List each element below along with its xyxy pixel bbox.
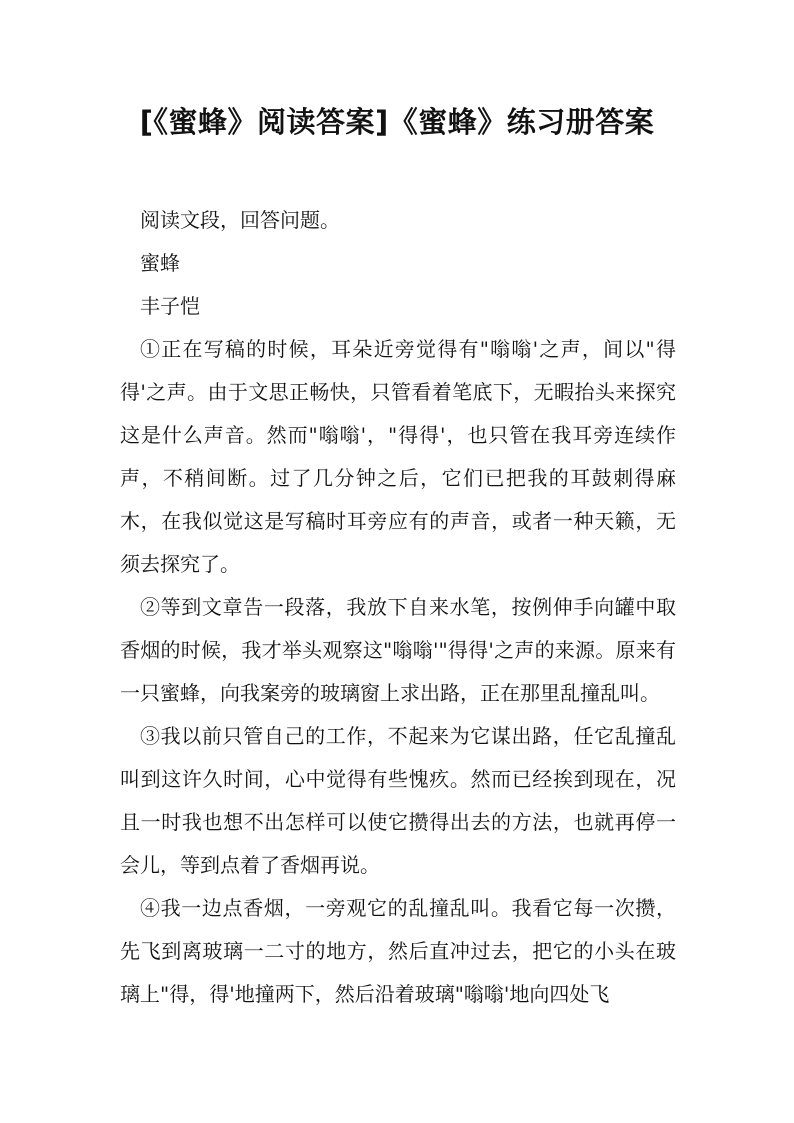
instruction-line: 阅读文段，回答问题。 <box>140 208 340 232</box>
paragraph-3: ③我以前只管自己的工作，不起来为它谋出路，任它乱撞乱叫到这许久时间，心中觉得有些愧疚。然而已经挨到现在，况且一时我也想不出怎样可以使它攒得出去的方法，也就再停一会儿，等到点着了香烟再说。 <box>120 724 676 877</box>
page-title: [《蜜蜂》阅读答案]《蜜蜂》练习册答案 <box>139 105 655 139</box>
paragraph-4: ④我一边点香烟，一旁观它的乱撞乱叫。我看它每一次攒，先飞到离玻璃一二寸的地方，然后直冲过去，把它的小头在玻璃上"得，得'地撞两下，然后沿着玻璃"嗡嗡'地向四处飞 <box>120 896 676 1006</box>
paragraph-1: ①正在写稿的时候，耳朵近旁觉得有"嗡嗡'之声，间以"得得'之声。由于文思正畅快，只管看着笔底下，无暇抬头来探究这是什么声音。然而"嗡嗡'，"得得'，也只管在我耳旁连续作声，不稍间断。过了几分钟之后，它们已把我的耳鼓刺得麻木，在我似觉这是写稿时耳旁应有的声音，或者一种天籁，无须去探究了。 <box>120 337 676 576</box>
essay-title: 蜜蜂 <box>140 251 180 275</box>
document-body <box>120 199 676 1016</box>
essay-author: 丰子恺 <box>140 294 200 318</box>
paragraph-2: ②等到文章告一段落，我放下自来水笔，按例伸手向罐中取香烟的时候，我才举头观察这"嗡嗡'"得得'之声的来源。原来有一只蜜蜂，向我案旁的玻璃窗上求出路，正在那里乱撞乱叫。 <box>120 595 676 705</box>
